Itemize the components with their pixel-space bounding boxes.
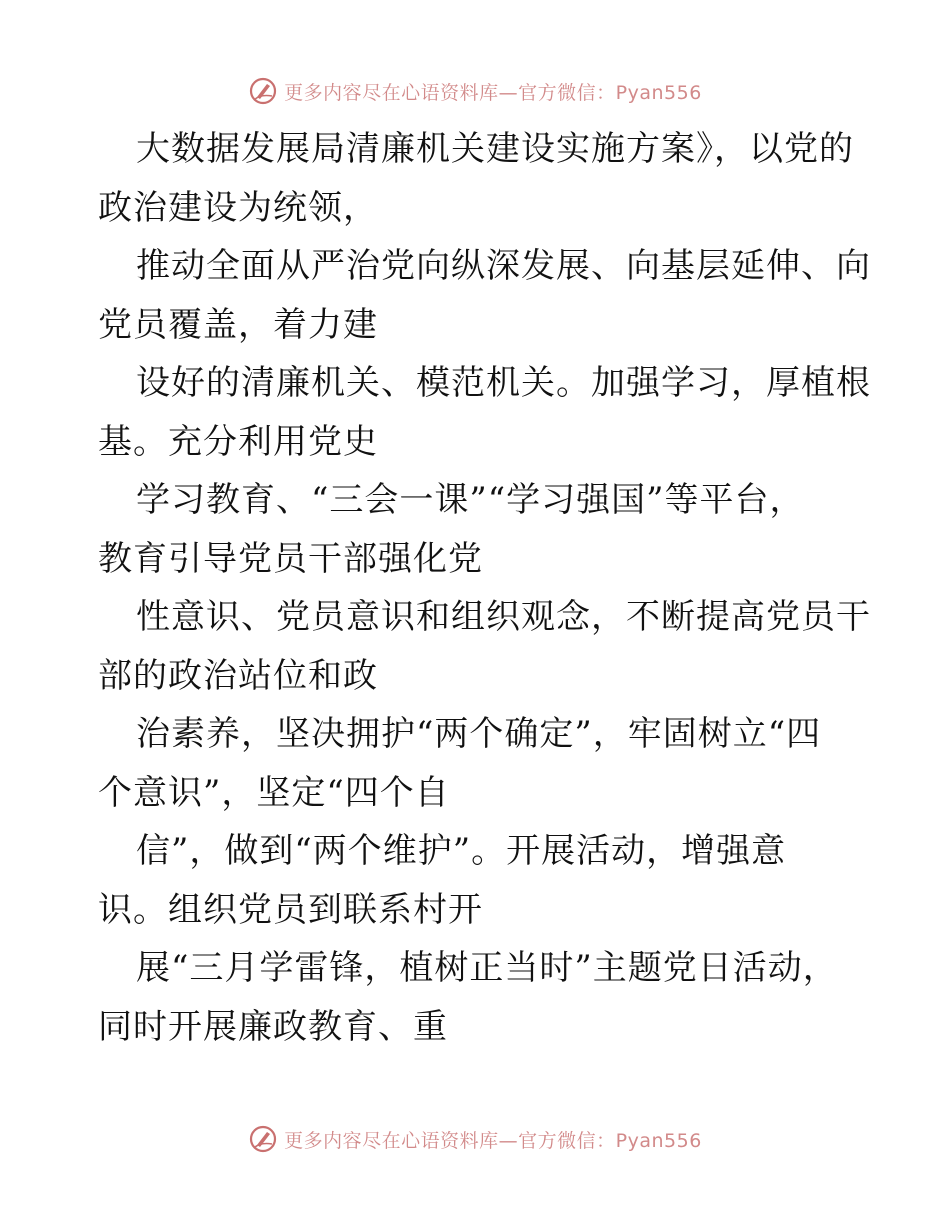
watermark-text: 更多内容尽在心语资料库—官方微信：Pyan556 [284,81,702,104]
text-line: 治素养，坚决拥护“两个确定”，牢固树立“四 [136,714,822,754]
text-line: 推动全面从严治党向纵深发展、向基层延伸、向 [136,246,871,286]
text-line: 学习教育、“三会一课”“学习强国”等平台， [136,480,805,520]
text-line: 党员覆盖，着力建 [98,304,378,345]
text-line: 个意识”，坚定“四个自 [98,772,450,813]
text-line: 信”，做到“两个维护”。开展活动，增强意 [136,831,787,871]
text-line: 展“三月学雷锋，植树正当时”主题党日活动， [136,948,838,988]
text-line: 教育引导党员干部强化党 [98,538,483,579]
header-watermark [0,76,950,106]
pen-circle-logo-icon [248,1124,278,1154]
text-line: 部的政治站位和政 [98,655,378,696]
watermark-text: 更多内容尽在心语资料库—官方微信：Pyan556 [284,1129,702,1152]
text-line: 政治建设为统领， [98,187,378,228]
text-line: 基。充分利用党史 [98,421,378,462]
text-line: 大数据发展局清廉机关建设实施方案》，以党的 [136,129,854,169]
text-line: 识。组织党员到联系村开 [98,889,483,930]
pen-circle-logo-icon [248,76,278,106]
text-line: 同时开展廉政教育、重 [98,1006,448,1047]
document-body [98,120,871,1056]
text-line: 设好的清廉机关、模范机关。加强学习，厚植根 [136,363,871,403]
footer-watermark [0,1124,950,1154]
text-line: 性意识、党员意识和组织观念，不断提高党员干 [136,597,871,637]
